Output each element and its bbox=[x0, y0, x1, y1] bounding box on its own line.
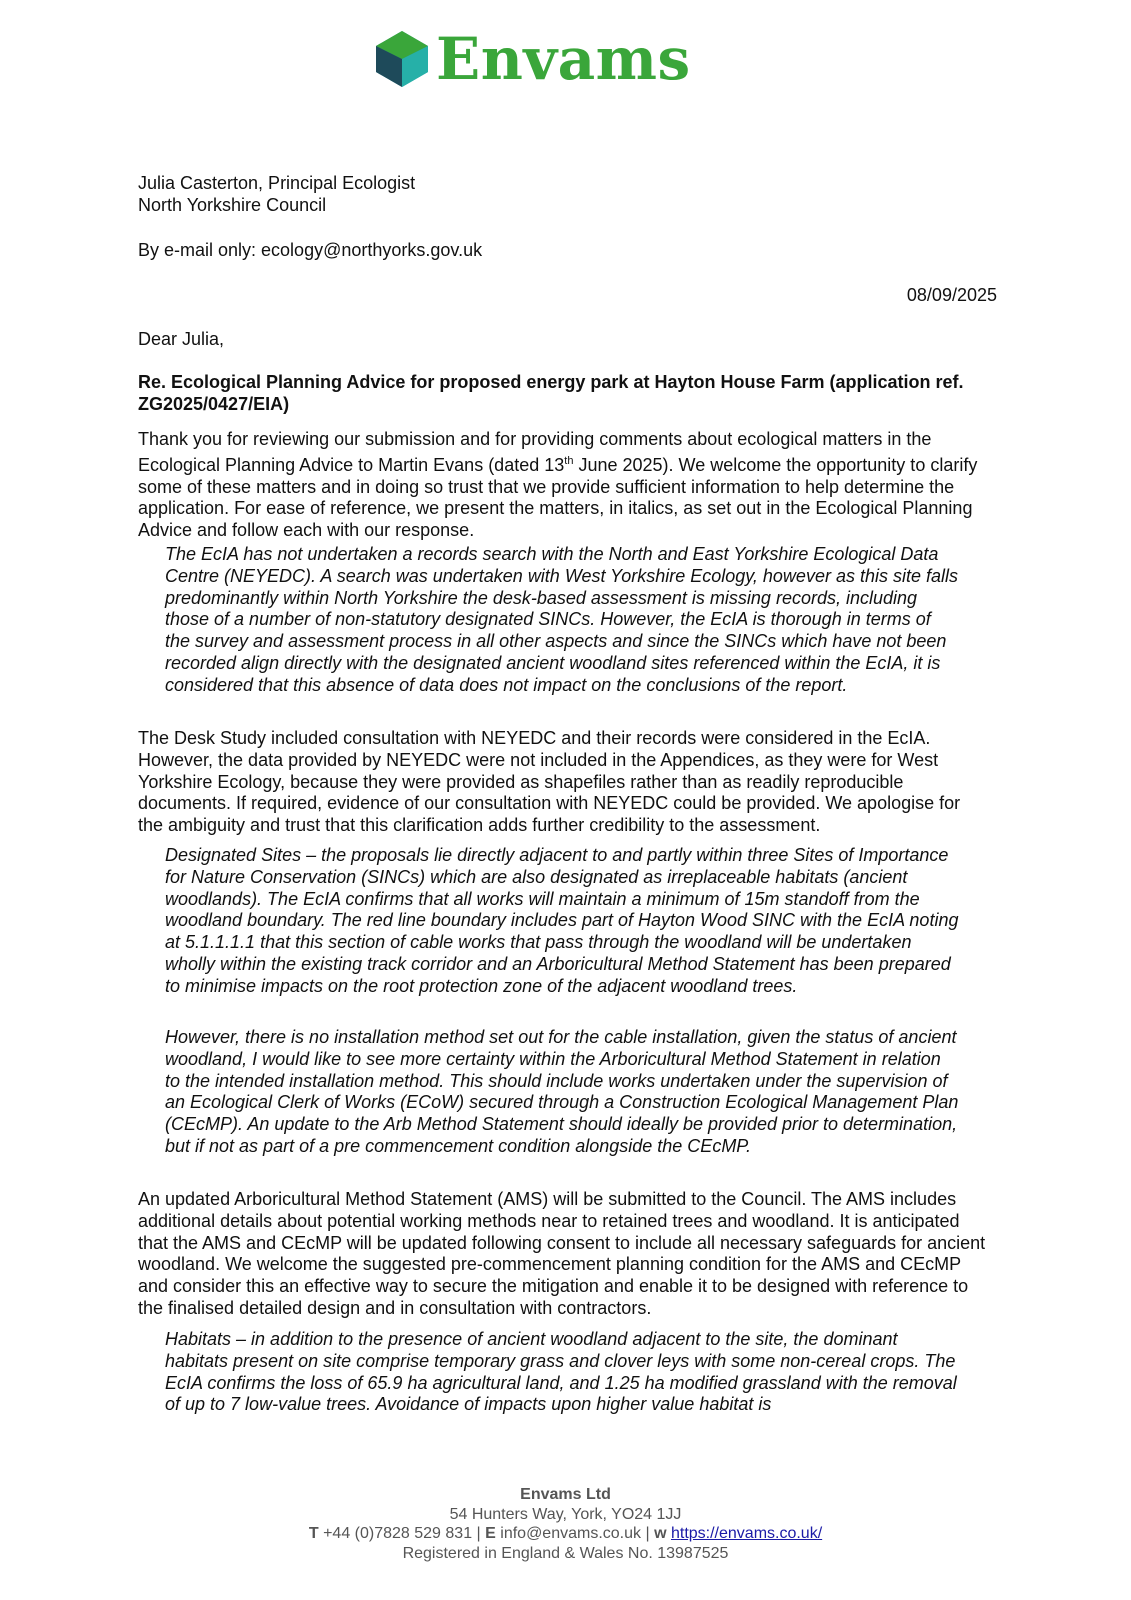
quote-installation-method: However, there is no installation method set out for the cable installation, given the status of ancient woodland, I would like to see more certainty within the Arboricultural Method Statement in relation to the intended installation method. This should include works undertaken under the supervision of an Ecological Clerk of Works (ECoW) secured through a Construction Ecological Management Plan (CEcMP). An update to the Arb Method Statement should ideally be provided prior to determination, but if not as part of a pre commencement condition alongside the CEcMP. bbox=[165, 1027, 959, 1156]
quote-designated-sites: Designated Sites – the proposals lie directly adjacent to and partly within three Sites of Importance for Nature Conservation (SINCs) which are also designated as irreplaceable habitats (ancient woodlands). The EcIA confirms that all works will maintain a minimum of 15m standoff from the woodland boundary. The red line boundary includes part of Hayton Wood SINC with the EcIA noting at 5.1.1.1.1 that this section of cable works that pass through the woodland will be undertaken wholly within the existing track corridor and an Arboricultural Method Statement has been prepared to minimise impacts on the root protection zone of the adjacent woodland trees. bbox=[165, 845, 959, 996]
footer-registration: Registered in England & Wales No. 13987525 bbox=[402, 1544, 729, 1562]
response-records-search: The Desk Study included consultation with NEYEDC and their records were considered in the EcIA. However, the data provided by NEYEDC were not included in the Appendices, as they were for West Yorkshire Ecology, because they were provided as shapefiles rather than as readily reproducible documents. If required, evidence of our consultation with NEYEDC could be provided. We apologise for the ambiguity and trust that this clarification adds further credibility to the assessment. bbox=[138, 728, 961, 836]
footer-contact-line: T +44 (0)7828 529 831 | E info@envams.co.uk | w https://envams.co.uk/ bbox=[308, 1525, 823, 1542]
footer-company: Envams Ltd bbox=[520, 1486, 611, 1503]
quote-records-search: The EcIA has not undertaken a records search with the North and East Yorkshire Ecological Data Centre (NEYEDC). A search was undertaken with West Yorkshire Ecology, however as this site falls predominantly within North Yorkshire the desk-based assessment is missing records, including those of a number of non-statutory designated SINCs. However, the EcIA is thorough in terms of the survey and assessment process in all other aspects and since the SINCs which have not been recorded align directly with the designated ancient woodland sites referenced within the EcIA, it is considered that this absence of data does not impact on the conclusions of the report. bbox=[165, 544, 958, 695]
salutation: Dear Julia, bbox=[138, 329, 225, 349]
recipient-organisation: North Yorkshire Council bbox=[138, 195, 327, 215]
letter-date: 08/09/2025 bbox=[906, 285, 997, 305]
letter-footer bbox=[0, 1485, 1131, 1563]
footer-address: 54 Hunters Way, York, YO24 1JJ bbox=[449, 1505, 682, 1523]
response-ams: An updated Arboricultural Method Statement (AMS) will be submitted to the Council. The AMS includes additional details about potential working methods near to retained trees and woodland. It is anticipated that the AMS and CEcMP will be updated following consent to include all necessary safeguards for ancient woodland. We welcome the suggested pre-commencement planning condition for the AMS and CEcMP and consider this an effective way to secure the mitigation and enable it to be designed with reference to the finalised detailed design and in consultation with contractors. bbox=[138, 1189, 986, 1318]
recipient-block bbox=[138, 172, 415, 216]
envams-logo-text: Envams bbox=[436, 25, 691, 93]
recipient-name: Julia Casterton, Principal Ecologist bbox=[138, 173, 416, 193]
footer-email: info@envams.co.uk bbox=[500, 1525, 642, 1542]
footer-phone: +44 (0)7828 529 831 bbox=[323, 1525, 473, 1542]
footer-website-link[interactable]: https://envams.co.uk/ bbox=[670, 1525, 823, 1542]
email-delivery-line: By e-mail only: ecology@northyorks.gov.uk bbox=[138, 240, 483, 260]
quote-habitats: Habitats – in addition to the presence of ancient woodland adjacent to the site, the dominant habitats present on site comprise temporary grass and clover leys with some non-cereal crops. The EcIA confirms the loss of 65.9 ha agricultural land, and 1.25 ha modified grassland with the removal of up to 7 low-value trees. Avoidance of impacts upon higher value habitat is bbox=[165, 1329, 957, 1415]
intro-paragraph: Thank you for reviewing our submission and for providing comments about ecological matters in the Ecological Planning Advice to Martin Evans (dated 13th June 2025). We welcome the opportunity to clarify some of these matters and in doing so trust that we provide sufficient information to help determine the application. For ease of reference, we present the matters, in italics, as set out in the Ecological Planning Advice and follow each with our response. bbox=[138, 429, 978, 541]
letter-subject: Re. Ecological Planning Advice for proposed energy park at Hayton House Farm (application ref. ZG2025/0427/EIA) bbox=[138, 372, 964, 414]
envams-logo-mark-icon bbox=[372, 29, 432, 89]
envams-logo bbox=[372, 25, 762, 93]
